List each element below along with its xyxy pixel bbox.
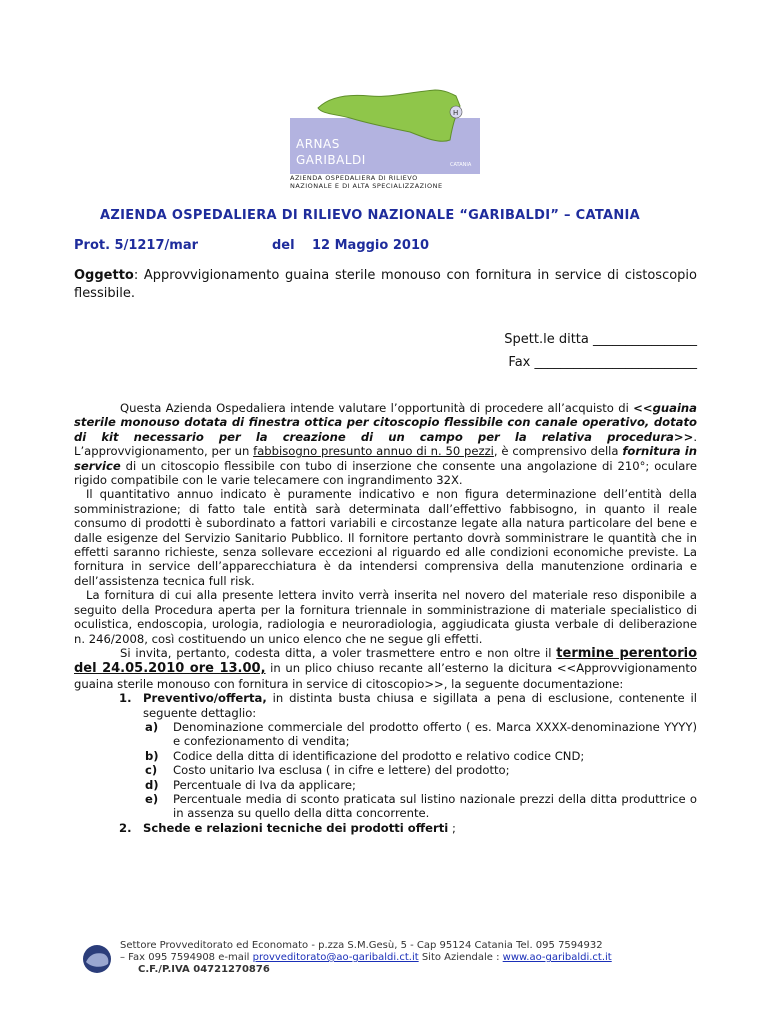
footer-email-link[interactable]: provveditorato@ao-garibaldi.ct.it [252, 952, 419, 963]
arnas-garibaldi-logo [290, 88, 480, 192]
list-item [74, 821, 697, 835]
detail-text: Percentuale media di sconto praticata sul listino nazionale prezzi della ditta produttrice o in assenza su quello della ditta concorrente. [173, 791, 697, 821]
subject [74, 267, 697, 303]
logo-subtitle-1: AZIENDA OSPEDALIERA DI RILIEVO [290, 174, 418, 182]
paragraph-4 [74, 646, 697, 691]
p1-text-g: di un citoscopio flessibile con tubo di inserzione che consente una angolazione di 210°; oculare rigido compatibile con le varie telecamere con ingrandimento 32X. [74, 458, 697, 488]
document-header: AZIENDA OSPEDALIERA DI RILIEVO NAZIONALE “GARIBALDI” – CATANIA [100, 208, 641, 223]
protocol-number: Prot. 5/1217/mar [74, 238, 199, 253]
list-item [74, 691, 697, 821]
list-item-title: Preventivo/offerta, [143, 691, 267, 706]
footer-address: Settore Provveditorato ed Economato - p.zza S.M.Gesù, 5 - Cap 95124 Catania Tel. 095 7594932 [120, 940, 603, 951]
subject-label: Oggetto [74, 268, 134, 283]
documents-list [74, 691, 697, 835]
detail-item [74, 763, 697, 777]
detail-text: Costo unitario Iva esclusa ( in cifre e lettere) del prodotto; [173, 763, 510, 778]
detail-letter: c) [145, 763, 158, 778]
detail-text: Codice della ditta di identificazione del prodotto e relativo codice CND; [173, 748, 585, 763]
detail-letter: d) [145, 777, 159, 792]
p1-text-c: . L’approvvigionamento, per un [74, 429, 697, 459]
p1-product: <<guaina sterile monouso dotata di finestra ottica per citoscopio flessibile con canale operativo, dotato di kit necessario per la creazione di un campo per la relativa procedura>> [74, 401, 697, 444]
footer-fax: – Fax 095 7594908 e-mail [120, 952, 253, 963]
logo-garibaldi: GARIBALDI [296, 153, 366, 167]
detail-list [143, 720, 697, 821]
list-item-text: ; [448, 820, 456, 835]
logo-city: CATANIA [450, 162, 472, 168]
footer-site-label: Sito Aziendale : [418, 952, 503, 963]
recipient-company: Spett.le ditta ________________ [504, 332, 697, 347]
p4-text-c: in un plico chiuso recante all’esterno la dicitura <<Approvvigionamento guaina sterile monouso con fornitura in service di citoscopio>>, la seguente documentazione: [74, 661, 697, 691]
list-number: 1. [119, 691, 132, 706]
logo-arnas: ARNAS [296, 137, 340, 151]
footer-vat: C.F./P.IVA 04721270876 [138, 964, 270, 975]
protocol-date: 12 Maggio 2010 [312, 238, 430, 253]
detail-letter: e) [145, 791, 159, 806]
svg-text:H: H [453, 109, 459, 117]
footer-site-link[interactable]: www.ao-garibaldi.ct.it [502, 952, 612, 963]
protocol-del: del [272, 238, 295, 253]
p1-quantity: fabbisogno presunto annuo di n. 50 pezzi [253, 444, 494, 459]
paragraph-1 [74, 401, 697, 487]
letter-body [74, 401, 697, 835]
p1-text-a: Questa Azienda Ospedaliera intende valutare l’opportunità di procedere all’acquisto di [120, 401, 634, 415]
detail-letter: b) [145, 748, 159, 763]
paragraph-3: La fornitura di cui alla presente lettera invito verrà inserita nel novero del materiale reso disponibile a seguito della Procedura aperta per la fornitura triennale in somministrazione di materiale specialistico di oculistica, endoscopia, urologia, radiologia e neuroradiologia, aggiudicata giusta verbale di deliberazione n. 246/2008, così costituendo un unico elenco che ne segue gli effetti. [74, 588, 697, 646]
p4-text-a: Si invita, pertanto, codesta ditta, a voler trasmettere entro e non oltre il [120, 645, 557, 660]
list-item-title: Schede e relazioni tecniche dei prodotti offerti [143, 820, 449, 835]
detail-item [74, 792, 697, 821]
list-number: 2. [119, 820, 132, 835]
p1-service: fornitura in service [74, 444, 698, 473]
subject-text: : Approvvigionamento guaina sterile monouso con fornitura in service di cistoscopio flessibile. [74, 268, 697, 301]
p4-deadline: termine perentorio del 24.05.2010 ore 13.00, [74, 645, 698, 677]
detail-text: Denominazione commerciale del prodotto offerto ( es. Marca XXXX-denominazione YYYY) e confezionamento di vendita; [173, 719, 697, 749]
detail-item [74, 720, 697, 749]
paragraph-2: Il quantitativo annuo indicato è puramente indicativo e non figura determinazione dell’entità della somministrazione; di fatto tale entità sarà determinata dall’effettivo fabbisogno, in quanto il reale consumo di prodotti è subordinato a fattori variabili e circostanze legate alla natura particolare del bene e dalle esigenze del Servizio Sanitario Pubblico. Il fornitore pertanto dovrà somministrare le quantità che in effetti saranno richieste, senza sollevare eccezioni al riguardo ed alle condizioni economiche previste. La fornitura in service dell’apparecchiatura è da intendersi comprensiva della manutenzione ordinaria e dell’assistenza tecnica full risk. [74, 487, 697, 588]
footer [82, 940, 612, 976]
detail-text: Percentuale di Iva da applicare; [173, 777, 356, 792]
detail-letter: a) [145, 719, 159, 734]
p1-text-e: , è comprensivo della [493, 444, 623, 459]
detail-item [74, 749, 697, 763]
list-item-text: in distinta busta chiusa e sigillata a pena di esclusione, contenente il seguente dettaglio: [143, 691, 697, 720]
detail-item [74, 778, 697, 792]
footer-contacts [82, 952, 612, 964]
logo-subtitle-2: NAZIONALE E DI ALTA SPECIALIZZAZIONE [290, 182, 443, 190]
recipient-fax: Fax _________________________ [508, 355, 697, 370]
